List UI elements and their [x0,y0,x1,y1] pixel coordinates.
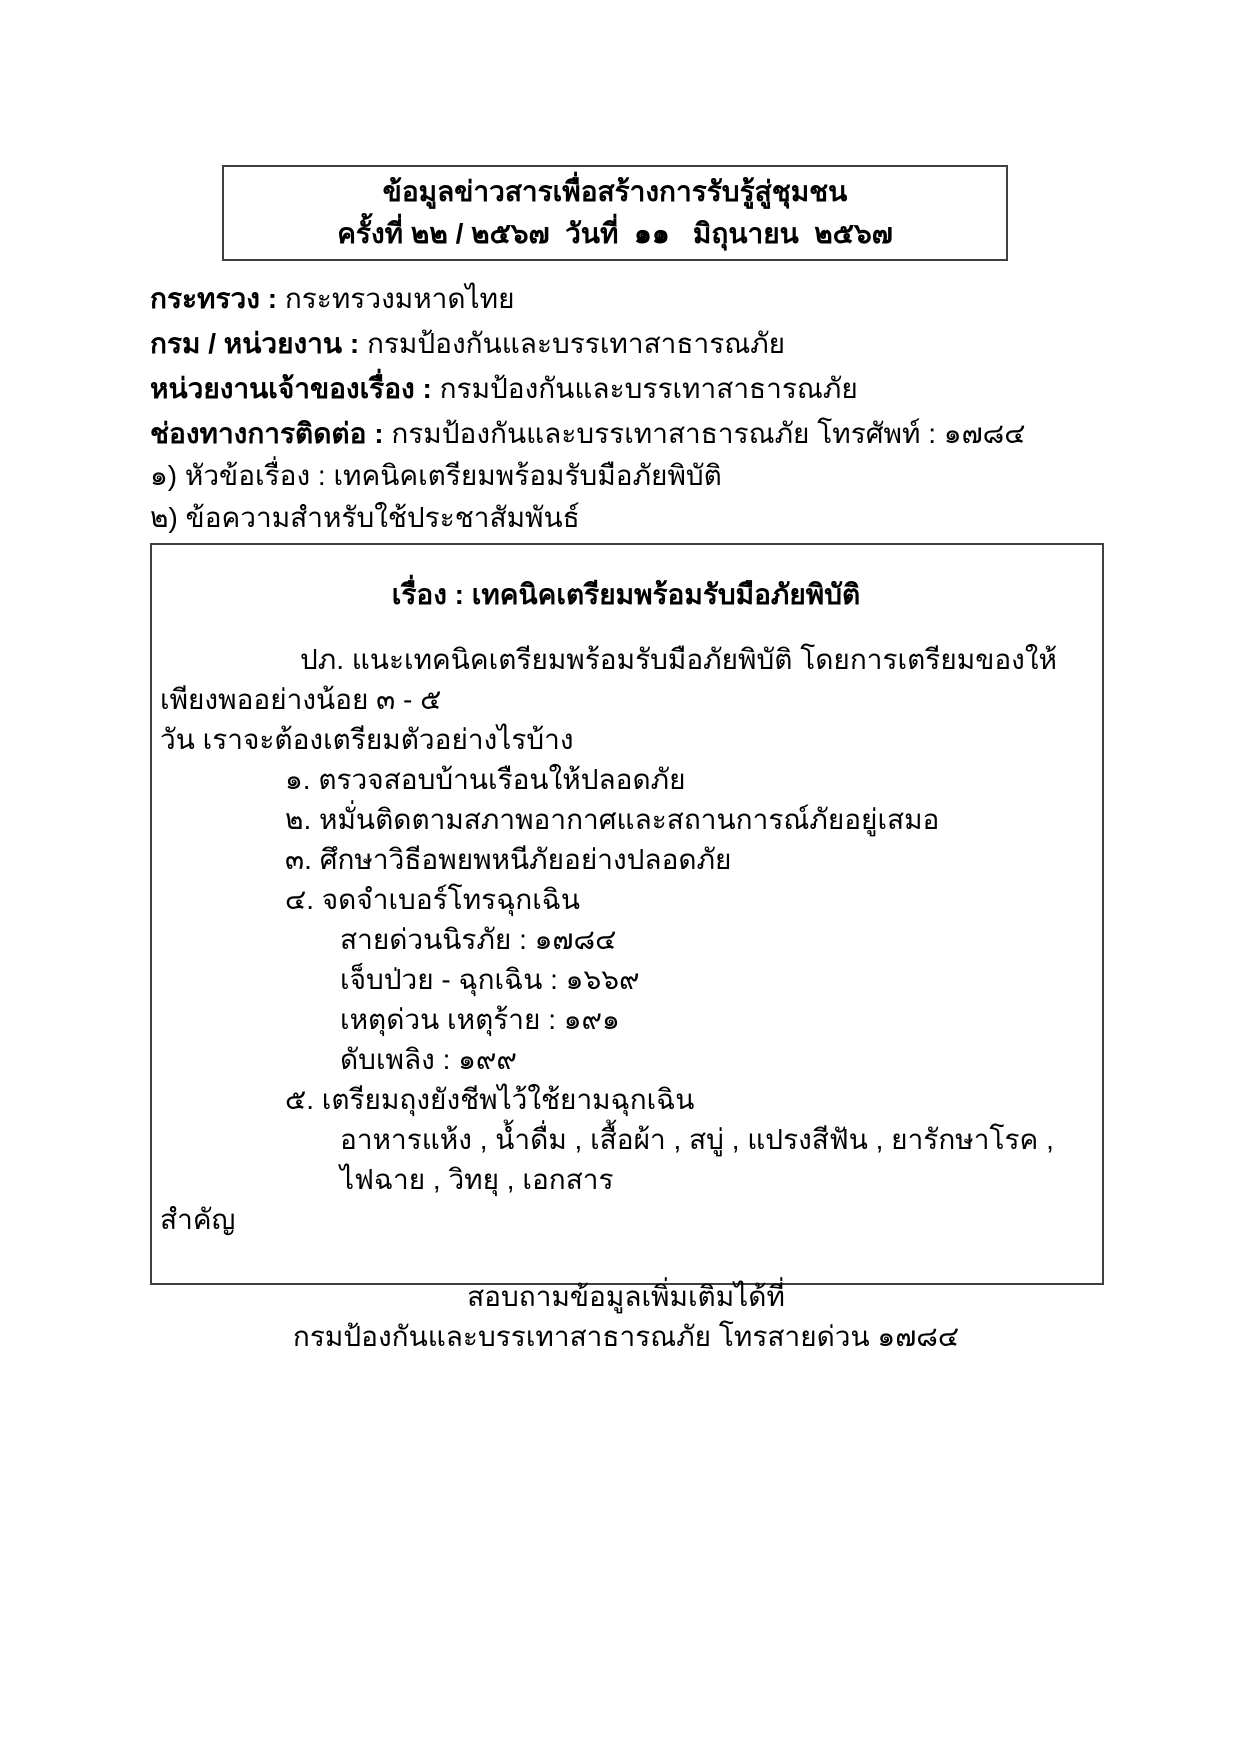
paragraph-line-1: ปภ. แนะเทคนิคเตรียมพร้อมรับมือภัยพิบัติ โดยการเตรียมของให้เพียงพออย่างน้อย ๓ - ๕ [160,644,1057,715]
meta-value: กรมป้องกันและบรรเทาสาธารณภัย [439,373,858,404]
content-box [150,543,1104,1352]
header-title: ข้อมูลข่าวสารเพื่อสร้างการรับรู้สู่ชุมชน [382,176,848,207]
intro-line-pr-message: ๒) ข้อความสำหรับใช้ประชาสัมพันธ์ [150,502,580,533]
meta-section [150,276,1110,456]
content-title: เรื่อง : เทคนิคเตรียมพร้อมรับมือภัยพิบัติ [391,579,861,610]
meta-value: กรมป้องกันและบรรเทาสาธารณภัย โทรศัพท์ : ๑๗๘๔ [391,418,1026,449]
hotline-item: ดับเพลิง : ๑๙๙ [340,1044,517,1075]
meta-line-owner-agency [150,366,1110,411]
list-item: ๑. ตรวจสอบบ้านเรือนให้ปลอดภัย [285,764,686,795]
hotline-item: เหตุด่วน เหตุร้าย : ๑๙๑ [340,1004,620,1035]
list-item: ๓. ศึกษาวิธีอพยพหนีภัยอย่างปลอดภัย [285,844,732,875]
footer-line-2: กรมป้องกันและบรรเทาสาธารณภัย โทรสายด่วน ๑๗๘๔ [292,1321,960,1352]
intro-line-topic: ๑) หัวข้อเรื่อง : เทคนิคเตรียมพร้อมรับมือภัยพิบัติ [150,460,722,491]
meta-label: กรม / หน่วยงาน : [150,328,360,359]
supplies-line: อาหารแห้ง , น้ำดื่ม , เสื้อผ้า , สบู่ , แปรงสีฟัน , ยารักษาโรค , ไฟฉาย , วิทยุ , เอกสาร [340,1124,1054,1195]
list-item: ๒. หมั่นติดตามสภาพอากาศและสถานการณ์ภัยอยู่เสมอ [285,804,940,835]
spacer [160,1240,1092,1277]
list-item: ๔. จดจำเบอร์โทรฉุกเฉิน [285,884,581,915]
meta-value: กรมป้องกันและบรรเทาสาธารณภัย [366,328,786,359]
footer-line-1: สอบถามข้อมูลเพิ่มเติมได้ที่ [467,1281,785,1312]
supplies-line-continuation: สำคัญ [160,1204,236,1235]
meta-value: กระทรวงมหาดไทย [284,283,515,314]
intro-section [150,455,1110,539]
meta-label: ช่องทางการติดต่อ : [150,418,384,449]
hotline-item: เจ็บป่วย - ฉุกเฉิน : ๑๖๖๙ [340,964,640,995]
header-issue-date: ครั้งที่ ๒๒ / ๒๕๖๗ วันที่ ๑๑ มิถุนายน ๒๕๖๗ [337,218,893,249]
header-box [222,165,1008,261]
list-item: ๕. เตรียมถุงยังชีพไว้ใช้ยามฉุกเฉิน [285,1084,695,1115]
meta-line-contact [150,411,1110,456]
hotline-item: สายด่วนนิรภัย : ๑๗๘๔ [340,924,617,955]
meta-label: หน่วยงานเจ้าของเรื่อง : [150,373,432,404]
meta-line-department [150,321,1110,366]
paragraph-line-2: วัน เราจะต้องเตรียมตัวอย่างไรบ้าง [160,724,574,755]
meta-label: กระทรวง : [150,283,278,314]
meta-line-ministry [150,276,1110,321]
